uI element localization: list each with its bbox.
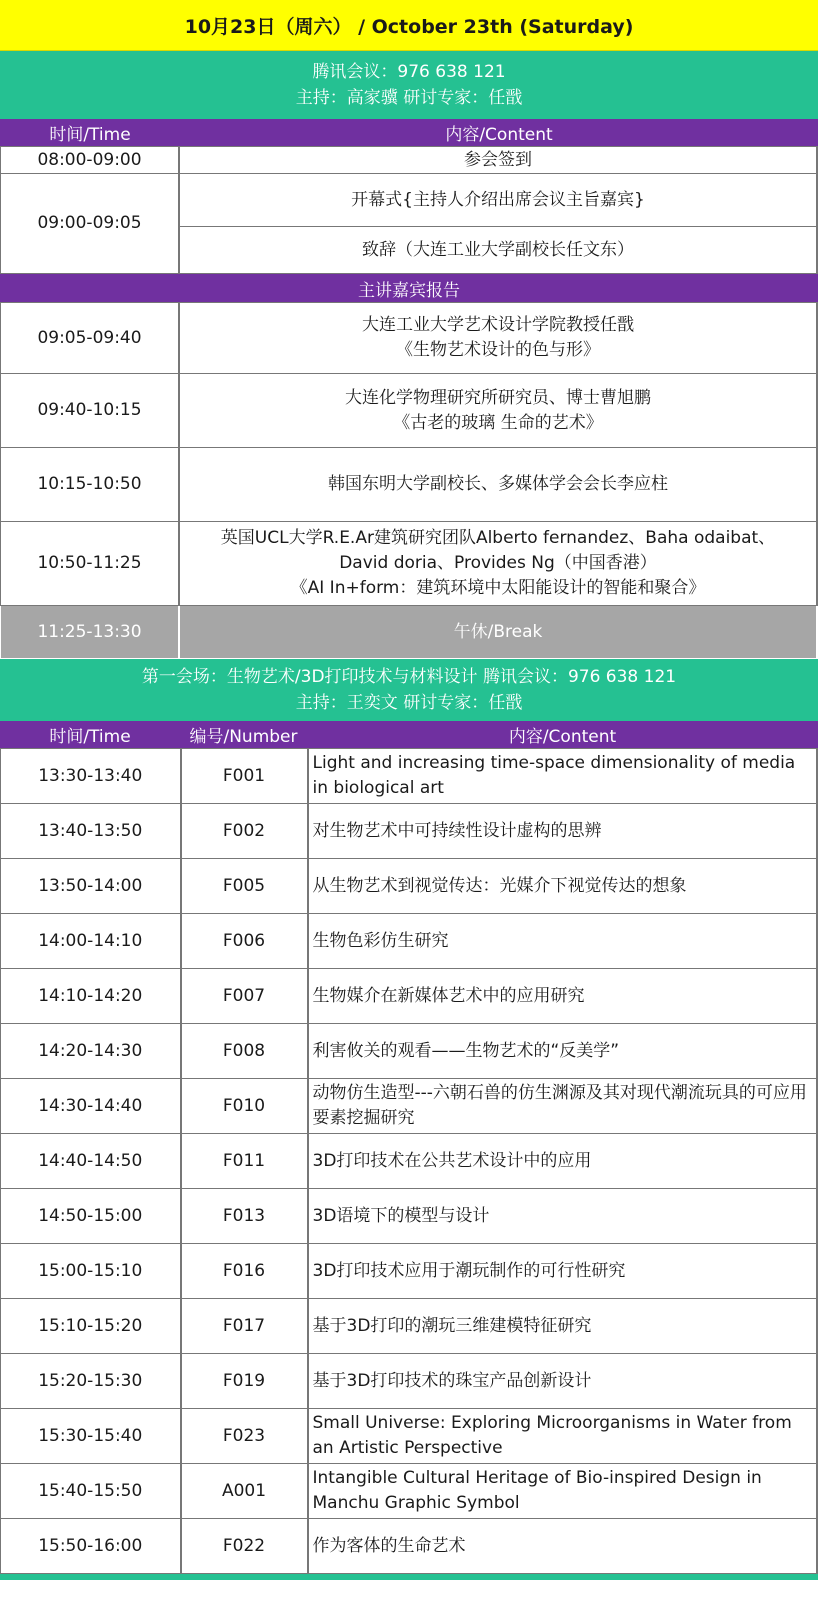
- time-cell: 14:30-14:40: [1, 1079, 181, 1134]
- speaker-line: 大连化学物理研究所研究员、博士曹旭鹏: [345, 387, 651, 408]
- number-cell: F022: [181, 1519, 308, 1574]
- time-cell: 15:40-15:50: [1, 1464, 181, 1519]
- column-header-content: 内容/Content: [445, 125, 553, 145]
- table-row: [1, 1134, 818, 1189]
- keynote-section-header: 主讲嘉宾报告: [0, 274, 818, 302]
- time-cell: 10:15-10:50: [1, 448, 180, 522]
- time-cell: 14:50-15:00: [1, 1189, 181, 1244]
- content-cell: 利害攸关的观看——生物艺术的“反美学”: [308, 1024, 818, 1079]
- content-cell: [179, 522, 817, 606]
- time-cell: 13:30-13:40: [1, 749, 181, 804]
- keynote-table: [0, 302, 818, 659]
- table-row: [1, 914, 818, 969]
- table-row: [1, 969, 818, 1024]
- time-cell: 08:00-09:00: [1, 147, 180, 174]
- number-cell: F019: [181, 1354, 308, 1409]
- number-cell: F023: [181, 1409, 308, 1464]
- time-cell: 15:30-15:40: [1, 1409, 181, 1464]
- table-row: [1, 448, 818, 522]
- table-row: [1, 374, 818, 448]
- time-cell: 13:40-13:50: [1, 804, 181, 859]
- session1-header: [0, 659, 818, 721]
- speaker-line: David doria、Provides Ng（中国香港）: [339, 553, 657, 573]
- time-cell: 15:10-15:20: [1, 1299, 181, 1354]
- time-cell: 10:50-11:25: [1, 522, 180, 606]
- table-row: [1, 147, 818, 174]
- time-cell: 09:00-09:05: [1, 174, 180, 274]
- time-cell: 14:20-14:30: [1, 1024, 181, 1079]
- column-header-time: 时间/Time: [49, 125, 131, 145]
- table-row: [1, 1354, 818, 1409]
- time-cell: 14:40-14:50: [1, 1134, 181, 1189]
- host-expert-line: 主持：王奕文 研讨专家：任戬: [295, 693, 523, 713]
- column-header-row: [0, 119, 818, 146]
- content-cell: Intangible Cultural Heritage of Bio-inspired Design in Manchu Graphic Symbol: [308, 1464, 818, 1519]
- time-cell: 14:10-14:20: [1, 969, 181, 1024]
- table-row: [1, 1079, 818, 1134]
- table-row: [1, 1409, 818, 1464]
- speaker-line: 韩国东明大学副校长、多媒体学会会长李应柱: [328, 474, 668, 494]
- opening-table: [0, 146, 818, 274]
- content-cell: 对生物艺术中可持续性设计虚构的思辨: [308, 804, 818, 859]
- content-cell: 作为客体的生命艺术: [308, 1519, 818, 1574]
- content-cell: Light and increasing time-space dimensionality of media in biological art: [308, 749, 818, 804]
- table-row: [1, 1519, 818, 1574]
- content-cell: 致辞（大连工业大学副校长任文东）: [179, 227, 817, 274]
- content-cell: Small Universe: Exploring Microorganisms in Water from an Artistic Perspective: [308, 1409, 818, 1464]
- morning-session-header: [0, 51, 818, 119]
- content-cell: [179, 448, 817, 522]
- table-row: [1, 522, 818, 606]
- table-row: [1, 1244, 818, 1299]
- content-cell: 基于3D打印技术的珠宝产品创新设计: [308, 1354, 818, 1409]
- number-cell: F006: [181, 914, 308, 969]
- number-cell: F011: [181, 1134, 308, 1189]
- table-row: [1, 1464, 818, 1519]
- bottom-strip: [0, 1574, 818, 1580]
- time-cell: 09:40-10:15: [1, 374, 180, 448]
- table-row: [1, 1299, 818, 1354]
- table-row: [1, 1024, 818, 1079]
- number-cell: F007: [181, 969, 308, 1024]
- meeting-id-line: 腾讯会议：976 638 121: [312, 62, 506, 82]
- content-cell: 基于3D打印的潮玩三维建模特征研究: [308, 1299, 818, 1354]
- speaker-line: 英国UCL大学R.E.Ar建筑研究团队Alberto fernandez、Baha odaibat、: [220, 528, 776, 548]
- table-row: [1, 804, 818, 859]
- number-cell: F013: [181, 1189, 308, 1244]
- time-cell: 14:00-14:10: [1, 914, 181, 969]
- content-cell: 生物色彩仿生研究: [308, 914, 818, 969]
- column-header-time: 时间/Time: [49, 727, 131, 747]
- number-cell: F016: [181, 1244, 308, 1299]
- column-header-content: 内容/Content: [508, 727, 617, 747]
- page-title: 10月23日（周六） / October 23th (Saturday): [0, 0, 818, 51]
- time-cell: 15:50-16:00: [1, 1519, 181, 1574]
- time-cell: 13:50-14:00: [1, 859, 181, 914]
- table-row: [1, 174, 818, 227]
- content-cell: 3D打印技术在公共艺术设计中的应用: [308, 1134, 818, 1189]
- content-cell: 参会签到: [179, 147, 817, 174]
- talk-title-line: 《古老的玻璃 生命的艺术》: [393, 412, 603, 433]
- break-row: [1, 606, 818, 659]
- number-cell: F017: [181, 1299, 308, 1354]
- column-header-number: 编号/Number: [189, 727, 298, 747]
- content-cell: 3D语境下的模型与设计: [308, 1189, 818, 1244]
- time-cell: 15:20-15:30: [1, 1354, 181, 1409]
- talk-title-line: 《AI In+form：建筑环境中太阳能设计的智能和聚合》: [290, 578, 706, 598]
- content-cell: 3D打印技术应用于潮玩制作的可行性研究: [308, 1244, 818, 1299]
- content-cell: [179, 303, 817, 374]
- number-cell: F008: [181, 1024, 308, 1079]
- content-cell: 生物媒介在新媒体艺术中的应用研究: [308, 969, 818, 1024]
- papers-table: [0, 748, 818, 1574]
- number-cell: F010: [181, 1079, 308, 1134]
- content-cell: 开幕式{主持人介绍出席会议主旨嘉宾}: [179, 174, 817, 227]
- time-cell: 09:05-09:40: [1, 303, 180, 374]
- speaker-line: 大连工业大学艺术设计学院教授任戬: [362, 315, 634, 335]
- number-cell: A001: [181, 1464, 308, 1519]
- time-cell: 11:25-13:30: [1, 606, 180, 659]
- host-expert-line: 主持：高家骥 研讨专家：任戬: [295, 88, 523, 108]
- content-cell: 动物仿生造型---六朝石兽的仿生渊源及其对现代潮流玩具的可应用要素挖掘研究: [308, 1079, 818, 1134]
- number-cell: F005: [181, 859, 308, 914]
- column-header-row: [0, 721, 818, 748]
- session-title-line: 第一会场：生物艺术/3D打印技术与材料设计 腾讯会议：976 638 121: [141, 667, 677, 687]
- talk-title-line: 《生物艺术设计的色与形》: [396, 340, 600, 360]
- table-row: [1, 749, 818, 804]
- content-cell: 午休/Break: [179, 606, 817, 659]
- number-cell: F002: [181, 804, 308, 859]
- time-cell: 15:00-15:10: [1, 1244, 181, 1299]
- number-cell: F001: [181, 749, 308, 804]
- table-row: [1, 1189, 818, 1244]
- table-row: [1, 859, 818, 914]
- content-cell: [179, 374, 817, 448]
- table-row: [1, 303, 818, 374]
- content-cell: 从生物艺术到视觉传达：光媒介下视觉传达的想象: [308, 859, 818, 914]
